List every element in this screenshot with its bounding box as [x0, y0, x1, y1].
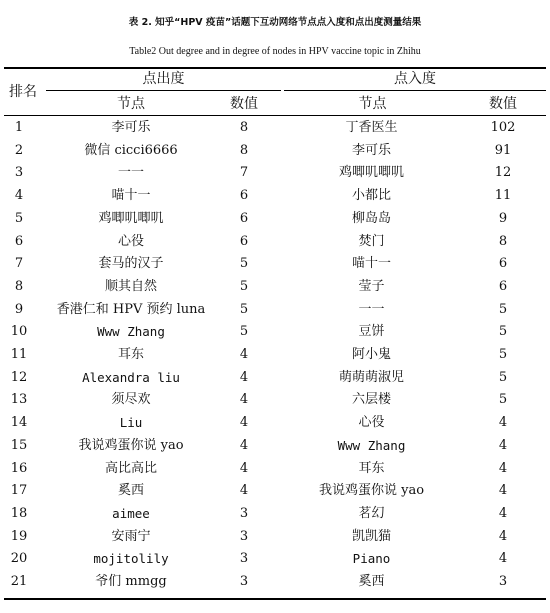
table-row — [0, 461, 550, 484]
out-degree-value-cell: 6 — [239, 188, 249, 204]
in-degree-value-cell: 5 — [498, 347, 508, 362]
out-degree-value-cell: 5 — [239, 278, 249, 294]
out-degree-value-cell: 5 — [239, 256, 249, 272]
table-row — [0, 211, 550, 234]
rank-cell: 15 — [10, 437, 28, 453]
out-degree-node-cell: 奚西 — [117, 483, 144, 499]
rank-cell: 12 — [10, 369, 28, 385]
out-degree-value-cell: 4 — [239, 347, 249, 362]
in-degree-value-cell: 6 — [498, 256, 508, 272]
out-degree-node-cell: 耳东 — [117, 347, 144, 362]
out-degree-value-cell: 6 — [239, 233, 249, 249]
header-out-node: 节点 — [117, 96, 145, 112]
table-row — [0, 324, 550, 347]
rank-cell: 11 — [10, 347, 28, 362]
in-degree-node-cell: 喵十一 — [351, 256, 391, 272]
header-in-node: 节点 — [358, 96, 387, 112]
in-degree-value-cell: 4 — [498, 437, 508, 453]
rank-cell: 5 — [14, 210, 24, 226]
in-degree-value-cell: 3 — [498, 574, 508, 589]
rank-cell: 14 — [10, 415, 28, 431]
in-degree-node-cell: 奚西 — [358, 574, 385, 589]
out-degree-node-cell: Liu — [119, 415, 143, 431]
out-degree-node-cell: Www Zhang — [97, 324, 165, 340]
out-degree-node-cell: 套马的汉子 — [98, 256, 164, 272]
table-row — [0, 438, 550, 461]
in-degree-value-cell: 8 — [498, 233, 508, 249]
in-degree-node-cell: 小都比 — [351, 188, 391, 204]
in-degree-value-cell: 5 — [498, 301, 508, 317]
in-degree-node-cell: 鸡唧叽唧叽 — [338, 165, 404, 181]
group-line-in — [284, 90, 546, 91]
table-row — [0, 234, 550, 257]
in-degree-node-cell: 丁香医生 — [345, 120, 398, 135]
rank-cell: 10 — [10, 324, 28, 340]
out-degree-value-cell: 4 — [239, 460, 249, 476]
in-degree-node-cell: 萌萌萌淑児 — [338, 369, 404, 385]
out-degree-node-cell: Alexandra liu — [82, 369, 180, 385]
table-row — [0, 529, 550, 552]
table-row — [0, 551, 550, 574]
table-caption-chinese: 表 2. 知乎“HPV 疫苗”话题下互动网络节点点入度和点出度测量结果 — [128, 17, 422, 28]
out-degree-node-cell: aimee — [112, 505, 150, 521]
in-degree-node-cell: 凯凯猫 — [351, 528, 391, 544]
out-degree-node-cell: 安雨宁 — [111, 528, 151, 544]
in-degree-node-cell: 六层楼 — [351, 392, 391, 408]
out-degree-value-cell: 8 — [239, 142, 249, 158]
out-degree-node-cell: 鸡唧叽唧叽 — [98, 210, 164, 226]
out-degree-node-cell: 李可乐 — [111, 120, 151, 135]
rank-cell: 1 — [14, 120, 24, 135]
out-degree-value-cell: 3 — [239, 505, 249, 521]
table-row — [0, 574, 550, 597]
rank-cell: 2 — [14, 142, 24, 158]
out-degree-node-cell: 喵十一 — [111, 188, 151, 204]
header-rule — [4, 115, 546, 116]
in-degree-value-cell: 4 — [498, 528, 508, 544]
rank-cell: 17 — [10, 483, 28, 499]
in-degree-node-cell: 一一 — [358, 301, 385, 317]
in-degree-value-cell: 6 — [498, 278, 508, 294]
out-degree-node-cell: 一一 — [117, 165, 144, 181]
out-degree-node-cell: 爷们 mmgg — [95, 574, 167, 589]
out-degree-node-cell: 高比高比 — [104, 460, 157, 476]
in-degree-node-cell: 阿小鬼 — [351, 347, 391, 362]
out-degree-value-cell: 7 — [239, 165, 249, 181]
in-degree-value-cell: 12 — [494, 165, 512, 181]
table-row — [0, 120, 550, 143]
in-degree-value-cell: 5 — [498, 369, 508, 385]
out-degree-value-cell: 4 — [239, 369, 249, 385]
in-degree-value-cell: 102 — [490, 120, 516, 135]
table-row — [0, 143, 550, 166]
rank-cell: 7 — [14, 256, 24, 272]
rank-cell: 20 — [10, 551, 28, 567]
in-degree-node-cell: 豆饼 — [358, 324, 385, 340]
header-in-value: 数值 — [489, 96, 517, 112]
rank-cell: 13 — [10, 392, 28, 408]
in-degree-node-cell: 柳岛岛 — [351, 210, 391, 226]
header-in-degree-group: 点入度 — [394, 71, 436, 87]
top-rule — [4, 67, 546, 69]
header-out-degree-group: 点出度 — [142, 71, 185, 87]
table-row — [0, 347, 550, 370]
rank-cell: 19 — [10, 528, 28, 544]
out-degree-node-cell: 顺其自然 — [104, 278, 157, 294]
header-rank: 排名 — [9, 84, 37, 100]
in-degree-value-cell: 91 — [494, 142, 512, 158]
group-line-out — [46, 90, 281, 91]
rank-cell: 18 — [10, 505, 28, 521]
in-degree-node-cell: 李可乐 — [351, 142, 391, 158]
table-row — [0, 165, 550, 188]
rank-cell: 6 — [14, 233, 24, 249]
table-row — [0, 483, 550, 506]
table-row — [0, 506, 550, 529]
in-degree-value-cell: 5 — [498, 392, 508, 408]
header-out-value: 数值 — [230, 96, 258, 112]
out-degree-value-cell: 4 — [239, 437, 249, 453]
in-degree-value-cell: 4 — [498, 551, 508, 567]
table-row — [0, 279, 550, 302]
out-degree-node-cell: mojitolily — [93, 551, 169, 567]
out-degree-value-cell: 4 — [239, 392, 249, 408]
out-degree-node-cell: 我说鸡蛋你说 yao — [78, 437, 184, 453]
table-row — [0, 370, 550, 393]
rank-cell: 4 — [14, 188, 24, 204]
in-degree-node-cell: 耳东 — [358, 460, 385, 476]
in-degree-value-cell: 9 — [498, 210, 508, 226]
out-degree-value-cell: 4 — [239, 483, 249, 499]
out-degree-node-cell: 须尽欢 — [111, 392, 151, 408]
table-caption-english: Table2 Out degree and in degree of nodes in HPV vaccine topic in Zhihu — [129, 46, 421, 57]
in-degree-node-cell: Www Zhang — [337, 437, 406, 453]
table-row — [0, 392, 550, 415]
in-degree-node-cell: 茗幻 — [358, 505, 385, 521]
in-degree-value-cell: 4 — [498, 460, 508, 476]
in-degree-value-cell: 4 — [498, 415, 508, 431]
out-degree-value-cell: 3 — [239, 528, 249, 544]
in-degree-value-cell: 11 — [494, 188, 512, 204]
in-degree-value-cell: 5 — [498, 324, 508, 340]
out-degree-value-cell: 5 — [239, 301, 249, 317]
rank-cell: 16 — [10, 460, 28, 476]
out-degree-node-cell: 心役 — [117, 233, 144, 249]
out-degree-node-cell: 香港仁和 HPV 预约 luna — [56, 301, 206, 317]
table-row — [0, 188, 550, 211]
rank-cell: 9 — [14, 301, 24, 317]
in-degree-node-cell: 我说鸡蛋你说 yao — [318, 483, 425, 499]
table-row — [0, 256, 550, 279]
in-degree-value-cell: 4 — [498, 505, 508, 521]
rank-cell: 21 — [10, 574, 28, 589]
in-degree-node-cell: 焚门 — [358, 233, 385, 249]
rank-cell: 3 — [14, 165, 24, 181]
in-degree-node-cell: Piano — [352, 551, 391, 567]
bottom-rule — [4, 598, 546, 600]
in-degree-node-cell: 莹子 — [358, 278, 385, 294]
table-row — [0, 302, 550, 325]
out-degree-value-cell: 4 — [239, 415, 249, 431]
in-degree-node-cell: 心役 — [358, 415, 385, 431]
out-degree-value-cell: 6 — [239, 210, 249, 226]
out-degree-value-cell: 3 — [239, 551, 249, 567]
out-degree-value-cell: 3 — [239, 574, 249, 589]
table-row — [0, 415, 550, 438]
out-degree-node-cell: 微信 cicci6666 — [84, 142, 178, 158]
in-degree-value-cell: 4 — [498, 483, 508, 499]
out-degree-value-cell: 8 — [239, 120, 249, 135]
out-degree-value-cell: 5 — [239, 324, 249, 340]
rank-cell: 8 — [14, 278, 24, 294]
